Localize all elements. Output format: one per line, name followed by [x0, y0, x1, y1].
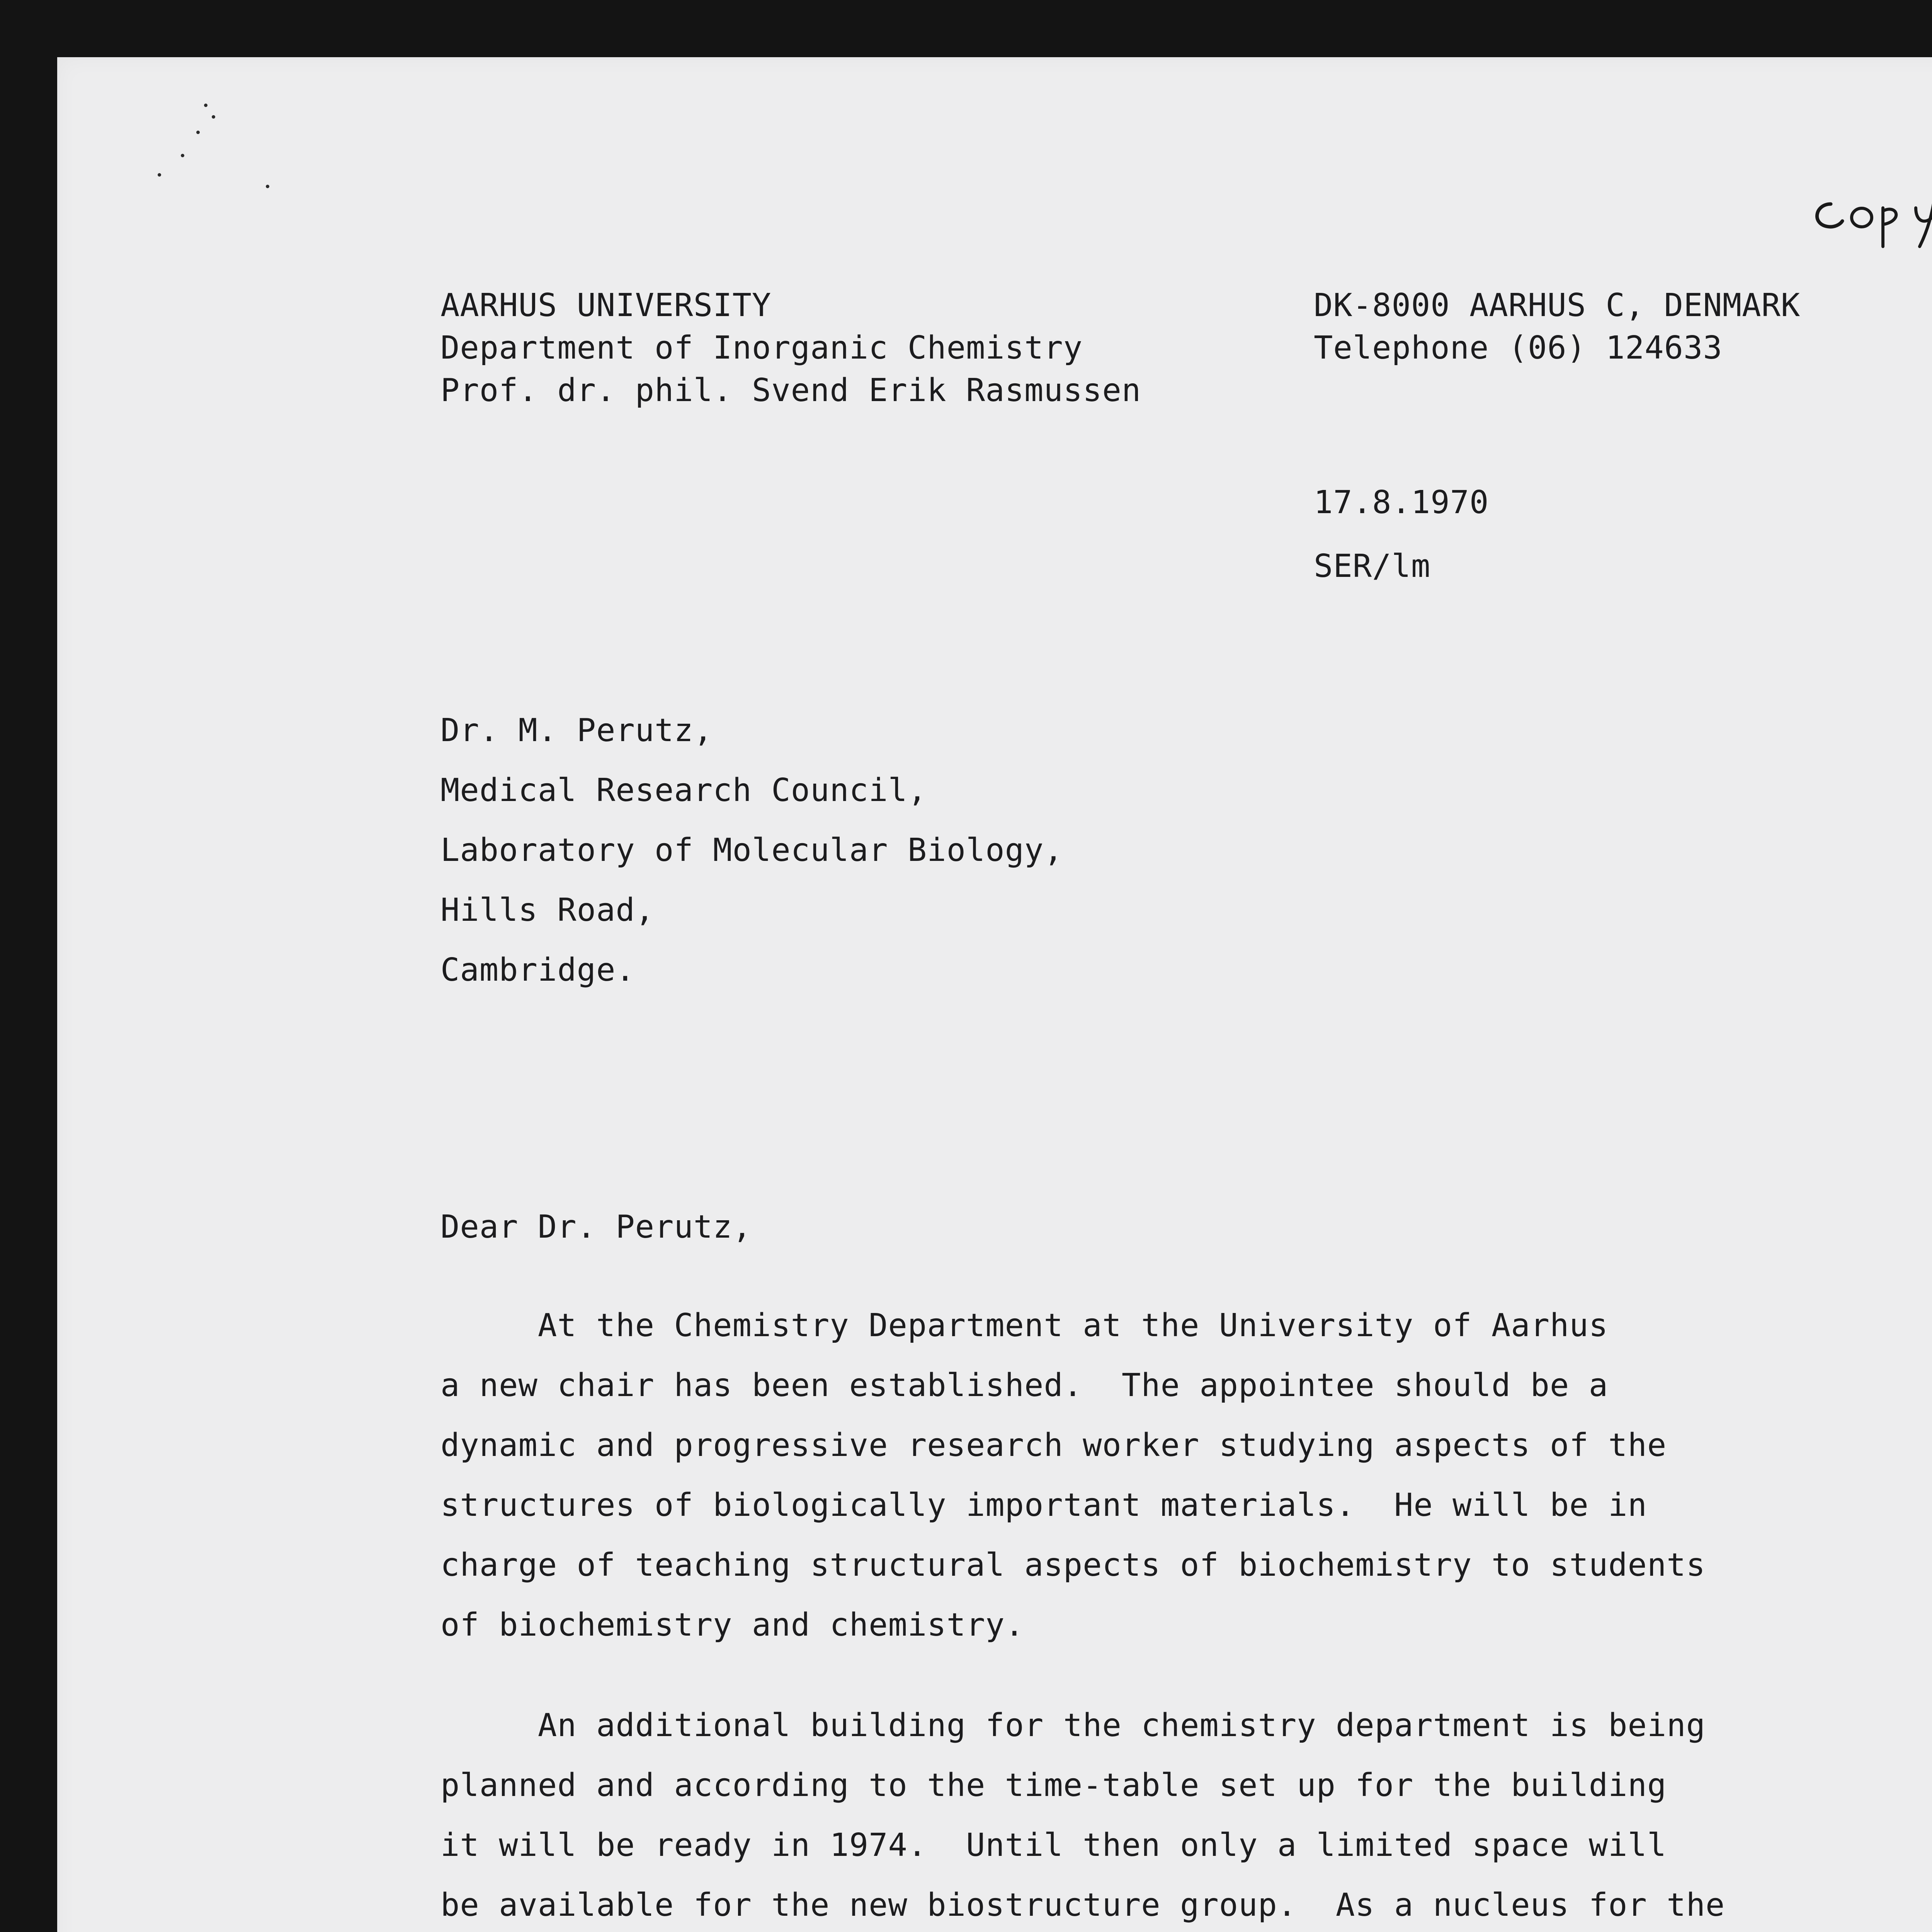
paragraph-1-line: dynamic and progressive research worker studying aspects of the: [440, 1427, 1667, 1464]
paragraph-2-line: An additional building for the chemistry department is being: [440, 1707, 1706, 1744]
paragraph-2-line: planned and according to the time-table set up for the building: [440, 1767, 1667, 1804]
speck: [181, 154, 184, 157]
reference-code: SER/lm: [1314, 548, 1431, 585]
recipient-line: Cambridge.: [440, 952, 635, 988]
letter-page: [57, 57, 1932, 1932]
speck: [266, 185, 269, 188]
address-line: DK-8000 AARHUS C, DENMARK: [1314, 287, 1801, 324]
paragraph-1-line: At the Chemistry Department at the University of Aarhus: [440, 1307, 1609, 1344]
paragraph-2-line: it will be ready in 1974. Until then only a limited space will: [440, 1827, 1667, 1864]
paragraph-1-line: of biochemistry and chemistry.: [440, 1607, 1025, 1643]
recipient-line: Medical Research Council,: [440, 772, 927, 809]
speck: [212, 115, 215, 119]
recipient-line: Laboratory of Molecular Biology,: [440, 832, 1063, 869]
speck: [196, 131, 200, 134]
professor-name: Prof. dr. phil. Svend Erik Rasmussen: [440, 372, 1141, 409]
handwritten-copy-annotation: [1804, 181, 1932, 250]
speck: [158, 173, 161, 177]
paragraph-1-line: a new chair has been established. The appointee should be a: [440, 1367, 1609, 1404]
recipient-line: Hills Road,: [440, 892, 655, 929]
recipient-line: Dr. M. Perutz,: [440, 712, 713, 749]
speck: [204, 104, 207, 107]
letter-date: 17.8.1970: [1314, 484, 1489, 521]
salutation: Dear Dr. Perutz,: [440, 1209, 752, 1245]
telephone-line: Telephone (06) 124633: [1314, 330, 1723, 366]
paragraph-1-line: structures of biologically important materials. He will be in: [440, 1487, 1647, 1524]
paragraph-1-line: charge of teaching structural aspects of biochemistry to students: [440, 1547, 1706, 1583]
institution-name: AARHUS UNIVERSITY: [440, 287, 772, 324]
paragraph-2-line: be available for the new biostructure group. As a nucleus for the: [440, 1887, 1725, 1923]
department-name: Department of Inorganic Chemistry: [440, 330, 1083, 366]
